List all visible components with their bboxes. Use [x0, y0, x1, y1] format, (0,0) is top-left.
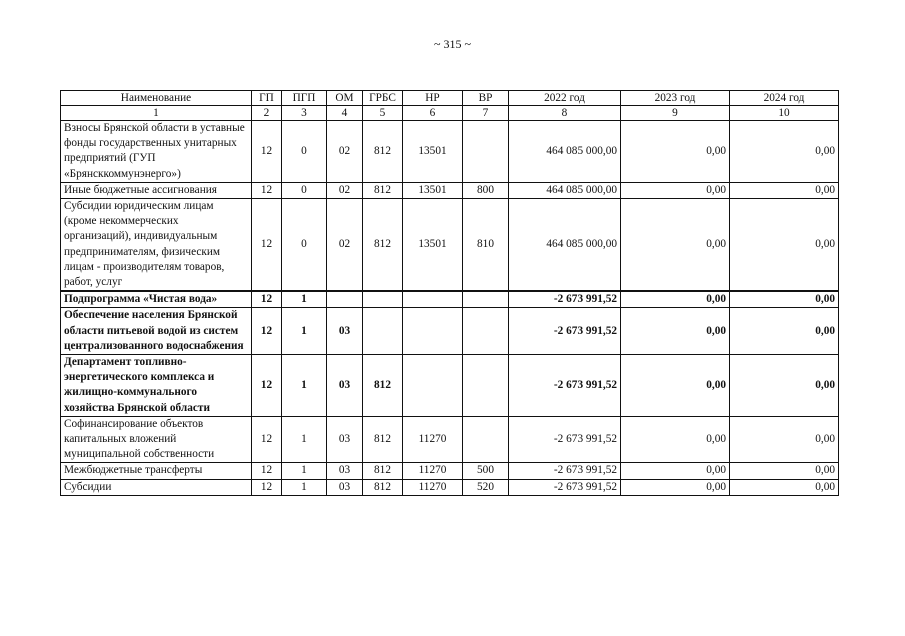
column-number: 1 [61, 106, 252, 121]
cell-name: Департамент топливно-энергетического комплекса и жилищно-коммунального хозяйства Брянской области [61, 355, 252, 417]
cell-name: Субсидии юридическим лицам (кроме некоммерческих организаций), индивидуальным предпринимателям, физическим лицам - производителям товаров, работ, услуг [61, 199, 252, 292]
cell-om: 03 [327, 463, 363, 479]
cell-pgp: 1 [282, 479, 327, 495]
header-2022: 2022 год [509, 91, 621, 106]
header-grbs: ГРБС [363, 91, 403, 106]
table-row [61, 199, 839, 292]
column-number: 7 [463, 106, 509, 121]
cell-gp: 12 [252, 355, 282, 417]
cell-om: 03 [327, 308, 363, 355]
cell-nr [403, 308, 463, 355]
cell-gp: 12 [252, 121, 282, 183]
cell-om [327, 291, 363, 308]
table-row [61, 463, 839, 479]
cell-2022: -2 673 991,52 [509, 291, 621, 308]
column-number-row [61, 106, 839, 121]
cell-grbs [363, 291, 403, 308]
cell-2024: 0,00 [730, 182, 839, 198]
cell-gp: 12 [252, 463, 282, 479]
cell-pgp: 1 [282, 463, 327, 479]
cell-2024: 0,00 [730, 291, 839, 308]
cell-pgp: 1 [282, 308, 327, 355]
header-name: Наименование [61, 91, 252, 106]
cell-nr [403, 355, 463, 417]
cell-2022: -2 673 991,52 [509, 479, 621, 495]
cell-nr: 11270 [403, 479, 463, 495]
cell-2022: -2 673 991,52 [509, 308, 621, 355]
cell-pgp: 0 [282, 121, 327, 183]
cell-grbs: 812 [363, 182, 403, 198]
page-number: ~ 315 ~ [434, 37, 471, 51]
cell-vr: 500 [463, 463, 509, 479]
column-number: 10 [730, 106, 839, 121]
cell-gp: 12 [252, 199, 282, 292]
cell-2023: 0,00 [621, 308, 730, 355]
column-number: 8 [509, 106, 621, 121]
cell-vr [463, 416, 509, 463]
cell-name: Иные бюджетные ассигнования [61, 182, 252, 198]
cell-2022: -2 673 991,52 [509, 416, 621, 463]
cell-om: 02 [327, 199, 363, 292]
cell-2024: 0,00 [730, 121, 839, 183]
cell-nr: 13501 [403, 121, 463, 183]
cell-vr: 520 [463, 479, 509, 495]
cell-grbs: 812 [363, 479, 403, 495]
header-pgp: ПГП [282, 91, 327, 106]
cell-2023: 0,00 [621, 121, 730, 183]
cell-om: 03 [327, 355, 363, 417]
cell-grbs: 812 [363, 463, 403, 479]
cell-2023: 0,00 [621, 355, 730, 417]
table-row [61, 308, 839, 355]
header-2024: 2024 год [730, 91, 839, 106]
column-number: 5 [363, 106, 403, 121]
column-number: 6 [403, 106, 463, 121]
budget-table [60, 90, 839, 496]
cell-name: Обеспечение населения Брянской области питьевой водой из систем централизованного водоснабжения [61, 308, 252, 355]
column-number: 3 [282, 106, 327, 121]
cell-grbs: 812 [363, 355, 403, 417]
cell-gp: 12 [252, 479, 282, 495]
cell-gp: 12 [252, 308, 282, 355]
cell-nr: 13501 [403, 182, 463, 198]
cell-name: Взносы Брянской области в уставные фонды государственных унитарных предприятий (ГУП «Брянсккоммунэнерго») [61, 121, 252, 183]
cell-vr: 800 [463, 182, 509, 198]
cell-2024: 0,00 [730, 416, 839, 463]
cell-gp: 12 [252, 416, 282, 463]
cell-2023: 0,00 [621, 463, 730, 479]
table-row [61, 121, 839, 183]
cell-name: Подпрограмма «Чистая вода» [61, 291, 252, 308]
header-nr: НР [403, 91, 463, 106]
cell-2022: 464 085 000,00 [509, 121, 621, 183]
cell-vr [463, 291, 509, 308]
cell-2024: 0,00 [730, 308, 839, 355]
cell-2023: 0,00 [621, 416, 730, 463]
header-gp: ГП [252, 91, 282, 106]
cell-grbs: 812 [363, 121, 403, 183]
cell-om: 03 [327, 416, 363, 463]
table-row [61, 479, 839, 495]
cell-pgp: 0 [282, 182, 327, 198]
cell-2024: 0,00 [730, 199, 839, 292]
cell-2022: 464 085 000,00 [509, 182, 621, 198]
cell-pgp: 1 [282, 291, 327, 308]
cell-pgp: 0 [282, 199, 327, 292]
cell-vr: 810 [463, 199, 509, 292]
cell-nr [403, 291, 463, 308]
cell-2023: 0,00 [621, 479, 730, 495]
header-om: ОМ [327, 91, 363, 106]
table-row [61, 355, 839, 417]
cell-name: Субсидии [61, 479, 252, 495]
header-vr: ВР [463, 91, 509, 106]
cell-2024: 0,00 [730, 463, 839, 479]
table-row [61, 182, 839, 198]
column-number: 4 [327, 106, 363, 121]
cell-pgp: 1 [282, 416, 327, 463]
column-number: 9 [621, 106, 730, 121]
table-row [61, 291, 839, 308]
cell-grbs: 812 [363, 416, 403, 463]
cell-name: Софинансирование объектов капитальных вложений муниципальной собственности [61, 416, 252, 463]
cell-grbs [363, 308, 403, 355]
cell-om: 03 [327, 479, 363, 495]
column-number: 2 [252, 106, 282, 121]
cell-om: 02 [327, 121, 363, 183]
cell-2024: 0,00 [730, 355, 839, 417]
cell-2023: 0,00 [621, 182, 730, 198]
cell-pgp: 1 [282, 355, 327, 417]
cell-2024: 0,00 [730, 479, 839, 495]
cell-2022: 464 085 000,00 [509, 199, 621, 292]
cell-2023: 0,00 [621, 291, 730, 308]
cell-nr: 11270 [403, 416, 463, 463]
cell-grbs: 812 [363, 199, 403, 292]
cell-nr: 13501 [403, 199, 463, 292]
cell-2023: 0,00 [621, 199, 730, 292]
cell-vr [463, 308, 509, 355]
cell-2022: -2 673 991,52 [509, 463, 621, 479]
cell-om: 02 [327, 182, 363, 198]
header-2023: 2023 год [621, 91, 730, 106]
cell-2022: -2 673 991,52 [509, 355, 621, 417]
cell-nr: 11270 [403, 463, 463, 479]
cell-gp: 12 [252, 182, 282, 198]
table-row [61, 416, 839, 463]
cell-vr [463, 121, 509, 183]
header-row [61, 91, 839, 106]
cell-vr [463, 355, 509, 417]
cell-gp: 12 [252, 291, 282, 308]
cell-name: Межбюджетные трансферты [61, 463, 252, 479]
